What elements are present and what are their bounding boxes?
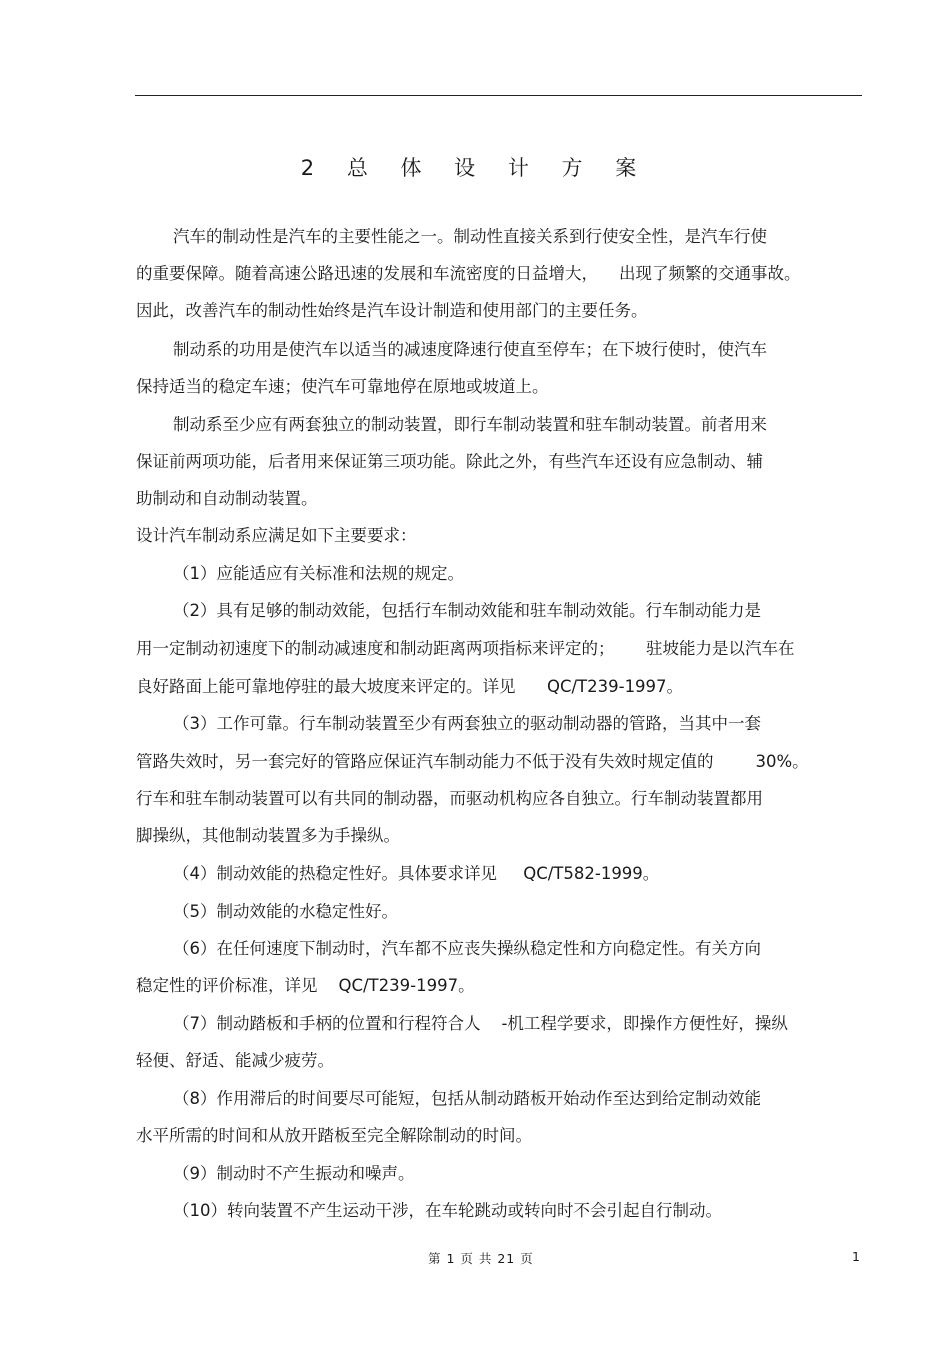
paragraph-line: 助制动和自动制动装置。: [136, 489, 318, 508]
paragraph-line: 因此，改善汽车的制动性始终是汽车设计制造和使用部门的主要任务。: [136, 301, 648, 320]
paragraph-line: 汽车的制动性是汽车的主要性能之一。制动性直接关系到行使安全性，是汽车行使: [173, 227, 767, 246]
paragraph-line: 水平所需的时间和从放开踏板至完全解除制动的时间。: [136, 1126, 532, 1145]
paragraph-line: 的重要保障。随着高速公路迅速的发展和车流密度的日益增大， 出现了频繁的交通事故。: [136, 264, 801, 283]
paragraph-line: 管路失效时，另一套完好的管路应保证汽车制动能力不低于没有失效时规定值的 30%。: [136, 752, 809, 771]
paragraph-line: 用一定制动初速度下的制动减速度和制动距离两项指标来评定的； 驻坡能力是以汽车在: [136, 639, 795, 658]
list-item: （7）制动踏板和手柄的位置和行程符合人 -机工程学要求，即操作方便性好，操纵: [173, 1014, 788, 1033]
list-item: （10）转向装置不产生运动干涉，在车轮跳动或转向时不会引起自行制动。: [173, 1201, 722, 1220]
header-rule: [135, 95, 862, 96]
list-item: （8）作用滞后的时间要尽可能短，包括从制动踏板开始动作至达到给定制动效能: [173, 1089, 761, 1108]
page-title: 2 总 体 设 计 方 案: [300, 156, 650, 180]
paragraph-line: 制动系的功用是使汽车以适当的减速度降速行使直至停车；在下坡行使时，使汽车: [173, 340, 767, 359]
list-item: （4）制动效能的热稳定性好。具体要求详见 QC/T582-1999。: [173, 864, 660, 883]
list-item: （3）工作可靠。行车制动装置至少有两套独立的驱动制动器的管路，当其中一套: [173, 714, 761, 733]
paragraph-line: 良好路面上能可靠地停驻的最大坡度来评定的。详见 QC/T239-1997。: [136, 677, 684, 696]
list-item: （5）制动效能的水稳定性好。: [173, 902, 398, 921]
paragraph-line: 脚操纵，其他制动装置多为手操纵。: [136, 826, 400, 845]
paragraph-line: 稳定性的评价标准，详见 QC/T239-1997。: [136, 976, 475, 995]
footer-page-info: 第 1 页 共 21 页: [428, 1251, 534, 1266]
footer-page-number: 1: [852, 1249, 860, 1264]
paragraph-line: 保持适当的稳定车速；使汽车可靠地停在原地或坡道上。: [136, 377, 549, 396]
paragraph-line: 制动系至少应有两套独立的制动装置，即行车制动装置和驻车制动装置。前者用来: [173, 415, 767, 434]
paragraph-line: 设计汽车制动系应满足如下主要要求：: [136, 526, 417, 545]
list-item: （2）具有足够的制动效能，包括行车制动效能和驻车制动效能。行车制动能力是: [173, 601, 761, 620]
paragraph-line: 行车和驻车制动装置可以有共同的制动器，而驱动机构应各自独立。行车制动装置都用: [136, 789, 763, 808]
list-item: （9）制动时不产生振动和噪声。: [173, 1164, 415, 1183]
list-item: （6）在任何速度下制动时，汽车都不应丧失操纵稳定性和方向稳定性。有关方向: [173, 939, 761, 958]
paragraph-line: 保证前两项功能，后者用来保证第三项功能。除此之外，有些汽车还设有应急制动、辅: [136, 452, 763, 471]
paragraph-line: 轻便、舒适、能减少疲劳。: [136, 1051, 334, 1070]
list-item: （1）应能适应有关标准和法规的规定。: [173, 564, 464, 583]
